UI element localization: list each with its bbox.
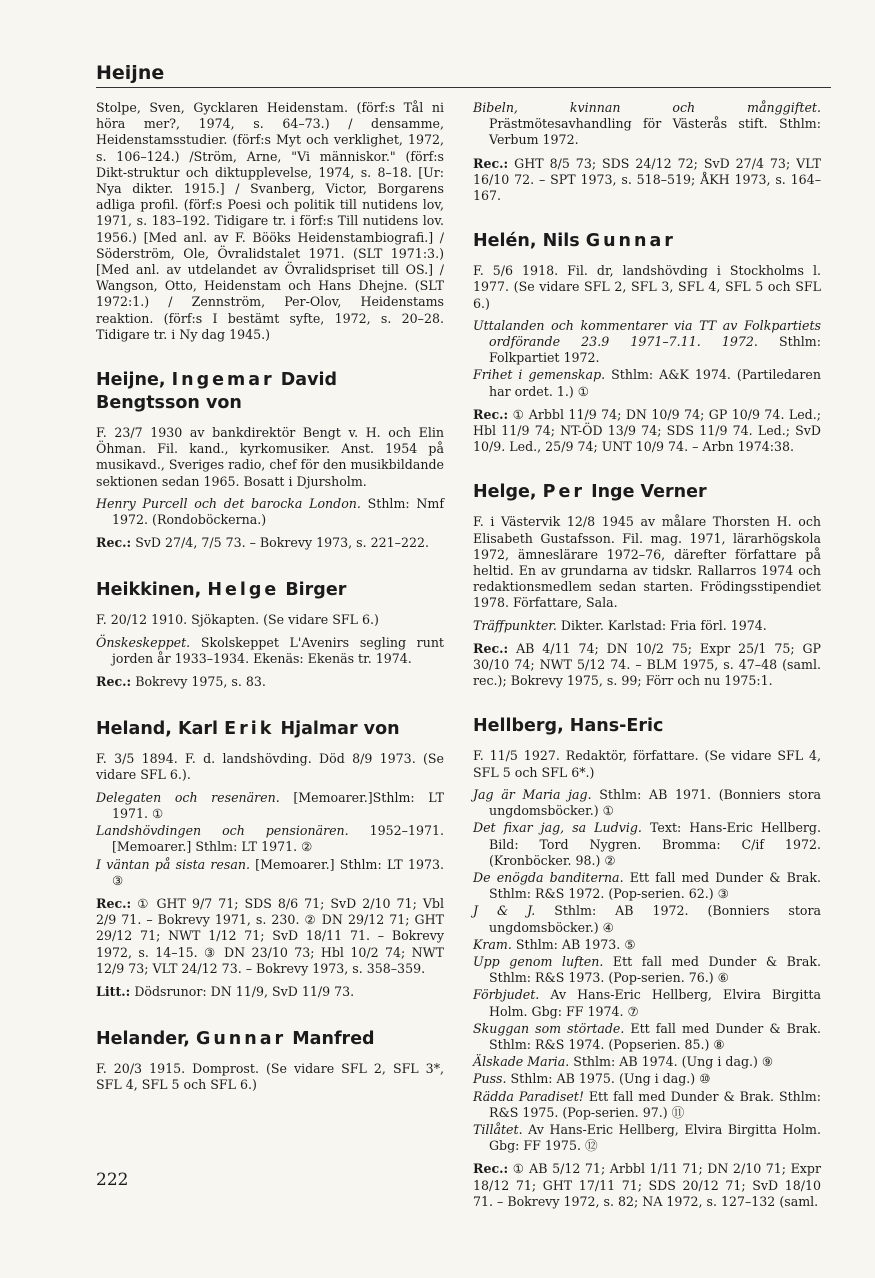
entry-hellberg: [473, 715, 821, 1209]
entry-name: Hellberg, Hans-Eric: [473, 716, 664, 737]
work-item: Uttalanden och kommentarer via TT av Folkpartiets ordförande 23.9 1971–7.11. 1972. Sthlm: Folkpartiet 1972.: [473, 317, 821, 366]
reviews: Rec.: ① Arbbl 11/9 74; DN 10/9 74; GP 10/9 74. Led.; Hbl 11/9 74; NT-ÖD 13/9 74; SDS 11/9 74. Led.; SvD 10/9. Led., 25/9 74; UNT 10/9 74. – Arbn 1974:38.: [473, 406, 821, 455]
work-item: Landshövdingen och pensionären. 1952–1971. [Memoarer.] Sthlm: LT 1971. ②: [96, 823, 444, 855]
entry-heijne-ingemar: [96, 369, 444, 551]
work-item: I väntan på sista resan. [Memoarer.] Sthlm: LT 1973. ③: [96, 856, 444, 888]
work-item: Träffpunkter. Dikter. Karlstad: Fria förl. 1974.: [473, 617, 767, 633]
entry-bio: F. 23/7 1930 av bankdirektör Bengt v. H. och Elin Öhman. Fil. kand., kyrkomusiker. Anst. 1954 på musikavd., Sveriges radio, chef för den musikbildande sektionen sedan 1965. Bosatt i Djursholm.: [96, 425, 444, 489]
reviews: Rec.: SvD 27/4, 7/5 73. – Bokrevy 1973, s. 221–222.: [96, 535, 429, 551]
running-header: Heijne: [96, 62, 165, 84]
work-item: Älskade Maria. Sthlm: AB 1974. (Ung i dag.) ⑨: [473, 1054, 774, 1070]
reviews: Rec.: ① AB 5/12 71; Arbbl 1/11 71; DN 2/10 71; Expr 18/12 71; GHT 17/11 71; SDS 20/12 71; SvD 18/10 71. – Bokrevy 1972, s. 82; NA 1972, s. 127–132 (saml.: [473, 1161, 821, 1209]
entry-name: Heijne, Ingemar David Bengtsson von: [96, 370, 338, 414]
work-item: Det fixar jag, sa Ludvig. Text: Hans-Eric Hellberg. Bild: Tord Nygren. Bromma: C/if 1972. (Kronböcker. 98.) ②: [473, 820, 821, 868]
entry-bio: F. 11/5 1927. Redaktör, författare. (Se vidare SFL 4, SFL 5 och SFL 6*.): [473, 748, 821, 780]
work-item: Kram. Sthlm: AB 1973. ⑤: [473, 936, 636, 952]
reviews: Rec.: GHT 8/5 73; SDS 24/12 72; SvD 27/4 73; VLT 16/10 72. – SPT 1973, s. 518–519; ÅKH 1973, s. 164–167.: [473, 155, 821, 204]
work-item: Henry Purcell och det barocka London. Sthlm: Nmf 1972. (Rondoböckerna.): [96, 495, 444, 528]
work-item: Förbjudet. Av Hans-Eric Hellberg, Elvira Birgitta Holm. Gbg: FF 1974. ⑦: [473, 987, 821, 1019]
left-column: [96, 100, 444, 1116]
right-column: [473, 100, 821, 1232]
work-item: Önskeskeppet. Skolskeppet L'Avenirs segling runt jorden år 1933–1934. Ekenäs: Ekenäs tr. 1974.: [96, 634, 444, 666]
literature-continuation: Stolpe, Sven, Gycklaren Heidenstam. (förf:s Tål ni höra mer?, 1974, s. 64–73.) / densamme, Heidenstamsstudier. (förf:s Myt och verklighet, 1972, s. 106–124.) /Ström, Arne, "Vi människor." (förf:s Dikt-struktur och diktupplevelse, 1974, s. 8–18. [Ur: Nya dikter. 1915.] / Svanberg, Victor, Borgarens adliga profil. (förf:s Poesi och politik till nutidens lov, 1971, s. 183–192. Tidigare tr. i förf:s Till nutidens lov. 1956.) [Med anl. av F. Bööks Heidenstambiografi.] / Söderström, Ole, Övralidstalet 1971. (SLT 1971:3.) [Med anl. av utdelandet av Övralidspriset till OS.] / Wangson, Otto, Heidenstam och Hans Dhejne. (SLT 1972:1.) / Zennström, Per-Olov, Heidenstams reaktion. (förf:s I bestämt syfte, 1972, s. 20–28. Tidigare tr. i Ny dag 1945.): [96, 100, 444, 342]
work-item: Upp genom luften. Ett fall med Dunder & Brak. Sthlm: R&S 1973. (Pop-serien. 76.) ⑥: [473, 953, 822, 986]
entry-heikkinen: [96, 579, 444, 690]
entry-bio: F. 5/6 1918. Fil. dr, landshövding i Stockholms l. 1977. (Se vidare SFL 2, SFL 3, SFL 4, SFL 5 och SFL 6.): [473, 263, 821, 311]
reviews: Rec.: Bokrevy 1975, s. 83.: [96, 674, 266, 690]
work-item: Puss. Sthlm: AB 1975. (Ung i dag.) ⑩: [473, 1071, 711, 1087]
entry-name: Heland, Karl Erik Hjalmar von: [96, 719, 400, 740]
page-number: 222: [96, 1170, 129, 1190]
work-item: Delegaten och resenären. [Memoarer.]Sthlm: LT 1971. ①: [96, 789, 444, 821]
entry-continuation: [96, 100, 444, 343]
entry-bio: F. 20/3 1915. Domprost. (Se vidare SFL 2, SFL 3*, SFL 4, SFL 5 och SFL 6.): [96, 1061, 444, 1093]
entry-name: Helander, Gunnar Manfred: [96, 1029, 375, 1050]
entry-helander: [96, 1028, 444, 1093]
entry-bio: F. 3/5 1894. F. d. landshövding. Död 8/9 1973. (Se vidare SFL 6.).: [96, 751, 444, 783]
work-item: Frihet i gemenskap. Sthlm: A&K 1974. (Partiledaren har ordet. 1.) ①: [473, 367, 821, 399]
work-item: J & J. Sthlm: AB 1972. (Bonniers stora ungdomsböcker.) ④: [473, 903, 821, 935]
work-item: Jag är Maria jag. Sthlm: AB 1971. (Bonniers stora ungdomsböcker.) ①: [473, 786, 821, 819]
entry-name: Helge, Per Inge Verner: [473, 482, 707, 503]
reviews: Rec.: ① GHT 9/7 71; SDS 8/6 71; SvD 2/10 71; Vbl 2/9 71. – Bokrevy 1971, s. 230. ② DN 29/12 71; GHT 29/12 71; NWT 1/12 71; SvD 18/11 71. – Bokrevy 1972, s. 14–15. ③ DN 23/10 73; Hbl 10/2 74; NWT 12/9 73; VLT 24/12 73. – Bokrevy 1973, s. 358–359.: [96, 895, 444, 976]
work-item: Tillåtet. Av Hans-Eric Hellberg, Elvira Birgitta Holm. Gbg: FF 1975. ⑫: [473, 1121, 821, 1154]
work-item: Rädda Paradiset! Ett fall med Dunder & Brak. Sthlm: R&S 1975. (Pop-serien. 97.) ⑪: [473, 1088, 821, 1120]
work-item: Bibeln, kvinnan och månggiftet. Prästmötesavhandling för Västerås stift. Sthlm: Verbum 1972.: [473, 100, 821, 148]
work-item: De enögda banditerna. Ett fall med Dunder & Brak. Sthlm: R&S 1972. (Pop-serien. 62.) ③: [473, 869, 822, 902]
literature: Litt.: Dödsrunor: DN 11/9, SvD 11/9 73.: [96, 983, 355, 999]
entry-bio: F. i Västervik 12/8 1945 av målare Thorsten H. och Elisabeth Gustafsson. Fil. mag. 1971, lärarhögskola 1972, ämneslärare 1972–76, därefter författare på heltid. En av grundarna av tidskr. Rallarros 1974 och redaktionsmedlem sedan starten. Frödingsstipendiet 1978. Författare, Sala.: [473, 514, 821, 611]
entry-bio: F. 20/12 1910. Sjökapten. (Se vidare SFL 6.): [96, 612, 379, 628]
entry-heland: [96, 718, 444, 1000]
header-rule: [96, 87, 831, 88]
work-item: Skuggan som störtade. Ett fall med Dunder & Brak. Sthlm: R&S 1974. (Popserien. 85.) ⑧: [473, 1020, 822, 1052]
entry-helen: [473, 230, 821, 455]
entry-name: Helén, Nils Gunnar: [473, 231, 676, 252]
entry-helander-continued: [473, 100, 821, 204]
entry-helge: [473, 481, 821, 689]
reviews: Rec.: AB 4/11 74; DN 10/2 75; Expr 25/1 75; GP 30/10 74; NWT 5/12 74. – BLM 1975, s. 47–48 (saml. rec.); Bokrevy 1975, s. 99; Förr och nu 1975:1.: [473, 640, 821, 689]
entry-name: Heikkinen, Helge Birger: [96, 580, 347, 601]
